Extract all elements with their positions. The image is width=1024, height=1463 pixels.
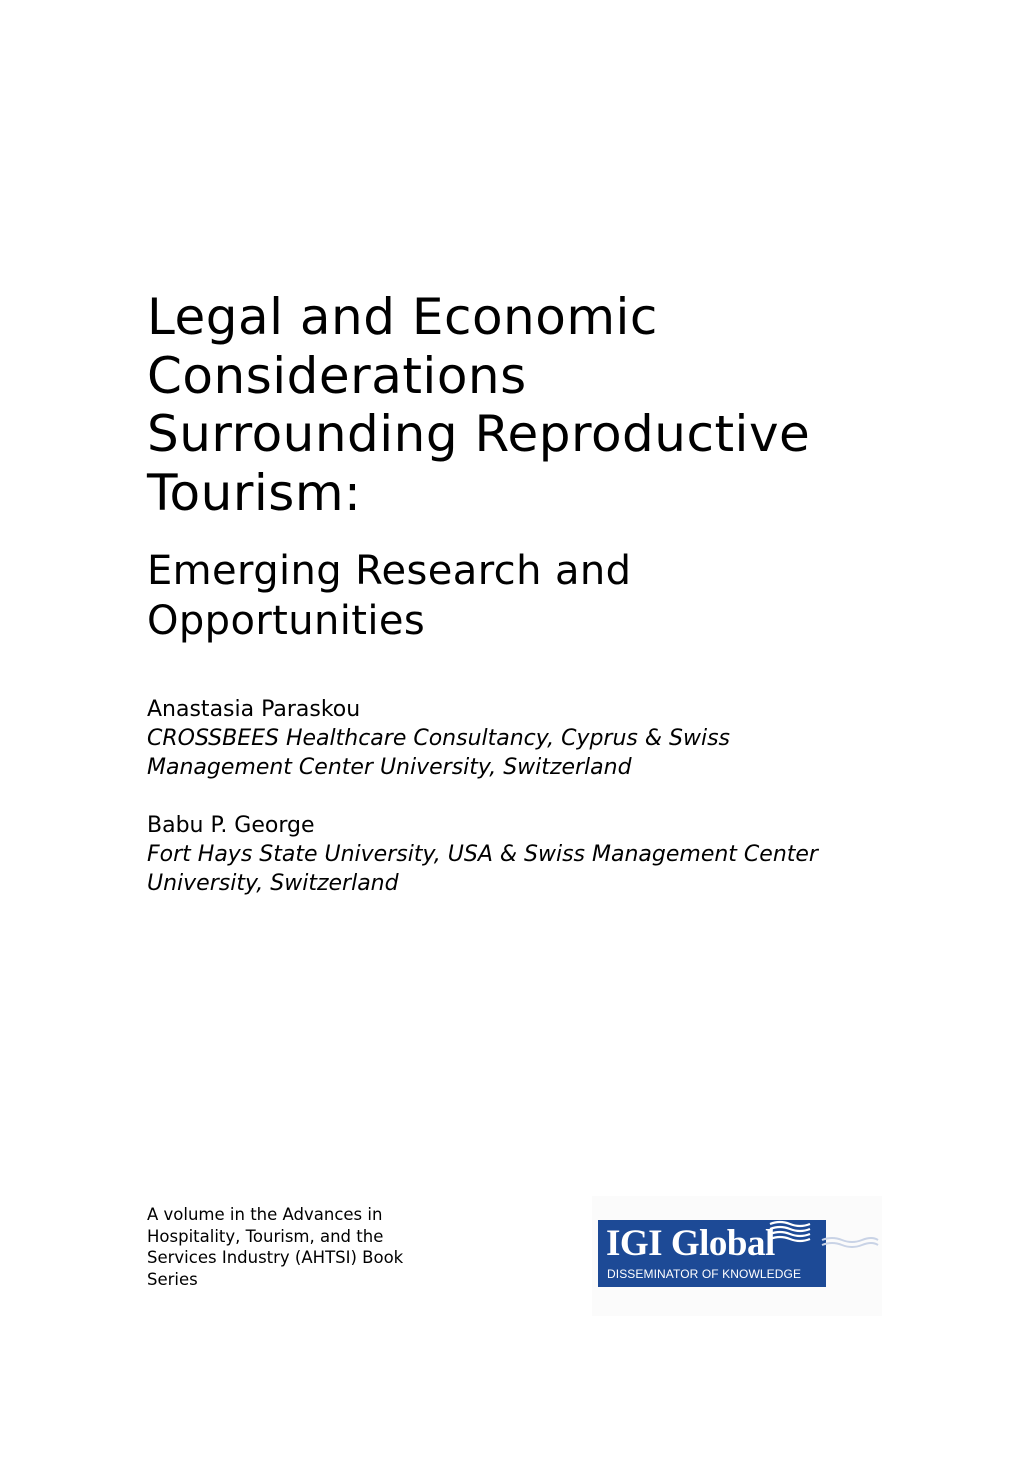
book-subtitle-line: Emerging Research and — [147, 548, 632, 594]
publisher-name: IGI Global — [606, 1223, 775, 1264]
author-affiliation-line: Fort Hays State University, USA & Swiss Management Center — [147, 842, 818, 867]
author-affiliation-line: Management Center University, Switzerland — [147, 755, 632, 780]
author-affiliation-line: University, Switzerland — [147, 871, 399, 896]
book-title-line: Legal and Economic — [147, 288, 658, 346]
wave-lines-icon — [768, 1208, 880, 1248]
book-title — [147, 288, 987, 522]
author-block-paraskou — [147, 695, 947, 782]
publisher-tagline: DISSEMINATOR OF KNOWLEDGE — [607, 1267, 802, 1281]
book-subtitle-line: Opportunities — [147, 598, 426, 644]
book-title-line: Tourism: — [147, 463, 362, 522]
author-name: Babu P. George — [147, 813, 315, 838]
series-note-line: A volume in the Advances in — [147, 1205, 383, 1224]
series-note-line: Services Industry (AHTSI) Book — [147, 1248, 404, 1267]
book-title-line: Surrounding Reproductive — [147, 405, 811, 463]
author-block-george — [147, 811, 947, 898]
book-title-line: Considerations — [147, 346, 527, 405]
series-note-line: Hospitality, Tourism, and the — [147, 1226, 384, 1246]
series-note-line: Series — [147, 1269, 198, 1289]
author-affiliation-line: CROSSBEES Healthcare Consultancy, Cyprus & Swiss — [147, 726, 731, 751]
series-note — [147, 1204, 447, 1290]
publisher-logo — [592, 1196, 882, 1316]
author-name: Anastasia Paraskou — [147, 697, 361, 722]
book-subtitle — [147, 546, 947, 646]
